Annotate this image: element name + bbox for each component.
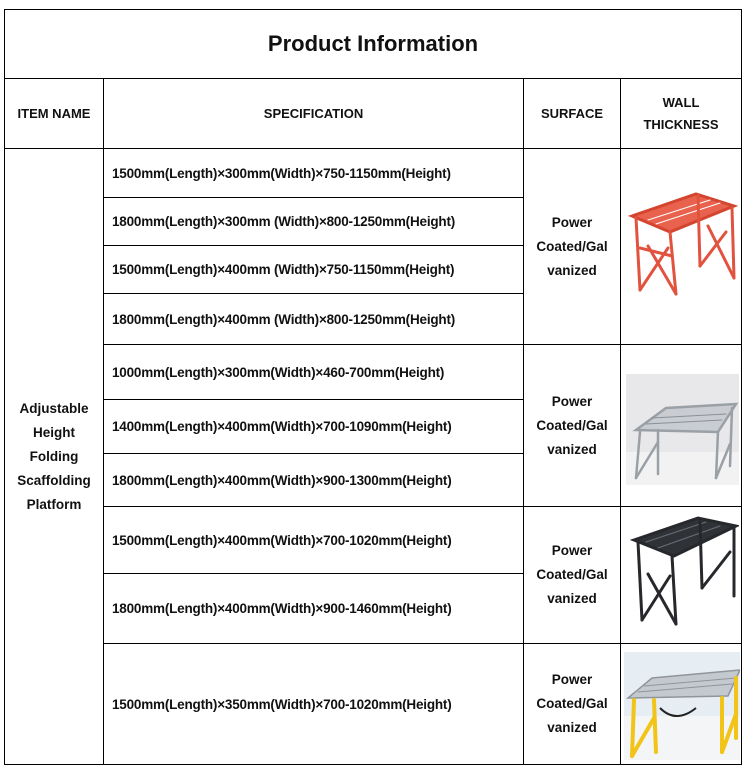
spec-row: 1800mm(Length)×400mm (Width)×800-1250mm(Height): [112, 311, 456, 327]
spec-row: 1000mm(Length)×300mm(Width)×460-700mm(Height): [112, 364, 445, 380]
spec-row: 1500mm(Length)×400mm(Width)×700-1020mm(Height): [112, 532, 452, 548]
surface-cell: [524, 345, 620, 506]
col-divider: [620, 78, 621, 765]
spec-row: 1500mm(Length)×300mm(Width)×750-1150mm(Height): [112, 165, 451, 181]
header-item-name: ITEM NAME: [17, 105, 91, 121]
surface-line: Power: [551, 393, 593, 409]
header-wall-line2: THICKNESS: [643, 116, 719, 132]
surface-line: Coated/Gal: [536, 238, 608, 254]
surface-line: vanized: [547, 720, 597, 735]
black-scaffolding-photo: [626, 512, 739, 630]
spec-row: 1500mm(Length)×400mm (Width)×750-1150mm(Height): [112, 262, 455, 277]
item-name-cell: [5, 149, 103, 764]
surface-cell: [524, 149, 620, 344]
surface-line: Coated/Gal: [536, 417, 608, 433]
header-wall-line1: WALL: [662, 94, 700, 110]
item-name-line: Folding: [29, 448, 79, 464]
spec-row: 1800mm(Length)×300mm (Width)×800-1250mm(Height): [112, 214, 456, 229]
item-name-line: Adjustable: [19, 400, 89, 416]
surface-line: Coated/Gal: [536, 696, 608, 711]
surface-line: vanized: [547, 591, 597, 606]
surface-cell: [524, 507, 620, 643]
header-wall-thickness: [621, 79, 741, 148]
item-name-line: Platform: [26, 496, 82, 512]
surface-line: Power: [551, 214, 593, 230]
surface-line: vanized: [547, 441, 597, 457]
border-right: [741, 9, 742, 765]
table-title: Product Information: [267, 31, 479, 56]
spec-row: 1400mm(Length)×400mm(Width)×700-1090mm(Height): [112, 419, 452, 434]
silver-scaffolding-photo: [626, 374, 739, 485]
header-surface: SURFACE: [540, 105, 604, 121]
border-bottom: [4, 764, 742, 765]
surface-line: Coated/Gal: [536, 567, 608, 582]
surface-line: vanized: [547, 262, 597, 278]
item-name-line: Height: [33, 424, 75, 440]
spec-row: 1800mm(Length)×400mm(Width)×900-1460mm(Height): [112, 601, 452, 616]
yellow-scaffolding-photo: [624, 652, 740, 760]
item-name-line: Scaffolding: [17, 472, 91, 488]
spec-row: 1800mm(Length)×400mm(Width)×900-1300mm(Height): [112, 472, 452, 488]
surface-cell: [524, 644, 620, 764]
surface-line: Power: [551, 672, 593, 687]
surface-line: Power: [551, 543, 593, 558]
header-specification: SPECIFICATION: [263, 105, 364, 121]
spec-row: 1500mm(Length)×350mm(Width)×700-1020mm(Height): [112, 696, 452, 712]
red-scaffolding-photo: [626, 186, 738, 298]
